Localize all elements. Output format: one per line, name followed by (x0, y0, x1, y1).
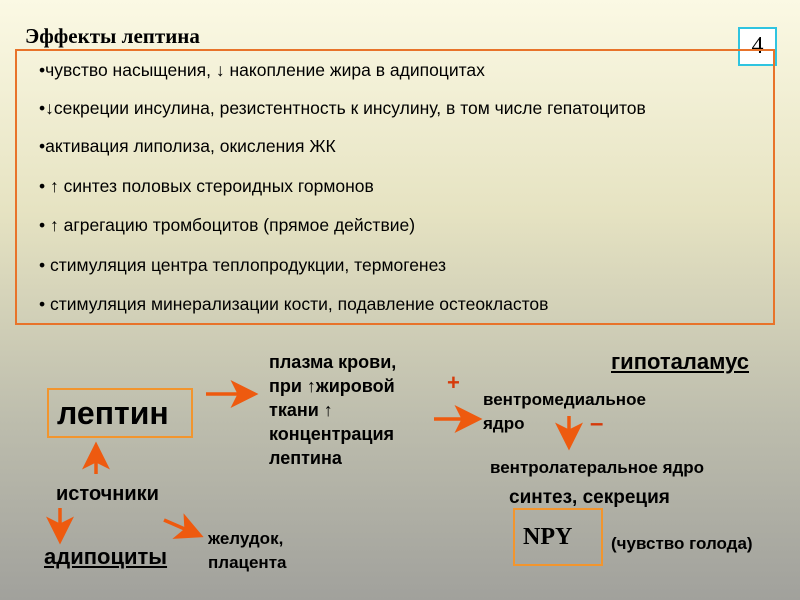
hypothalamus-label: гипоталамус (611, 349, 749, 374)
effect-item: • стимуляция центра теплопродукции, термогенез (39, 255, 446, 275)
effect-item: • ↑ синтез половых стероидных гормонов (39, 176, 374, 196)
sources-label: источники (56, 483, 159, 505)
minus-sign: – (590, 410, 604, 437)
arrow-sources-to-stomach (164, 520, 194, 533)
plasma-label: плазма крови, при ↑жировой ткани ↑ концентрация лептина (269, 352, 397, 468)
stomach-placenta-label: желудок, плацента (208, 529, 287, 572)
page-title: Эффекты лептина (25, 24, 200, 48)
effect-item: •активация липолиза, окисления ЖК (39, 136, 336, 156)
synthesis-label: синтез, секреция (509, 487, 670, 508)
npy-box: NPY (513, 508, 603, 566)
adipocytes-label: адипоциты (44, 544, 168, 569)
hunger-label: (чувство голода) (611, 534, 753, 553)
ventromedial-label: вентромедиальное ядро (483, 390, 646, 433)
effect-item: •чувство насыщения, ↓ накопление жира в адипоцитах (39, 60, 485, 80)
slide-number-badge: 4 (738, 27, 777, 66)
leptin-box: лептин (47, 388, 193, 438)
effect-item: •↓секреции инсулина, резистентность к инсулину, в том числе гепатоцитов (39, 98, 646, 118)
effect-item: • стимуляция минерализации кости, подавление остеокластов (39, 294, 549, 314)
effect-item: • ↑ агрегацию тромбоцитов (прямое действие) (39, 215, 416, 235)
plus-sign: + (447, 370, 460, 395)
ventrolateral-label: вентролатеральное ядро (490, 458, 705, 477)
